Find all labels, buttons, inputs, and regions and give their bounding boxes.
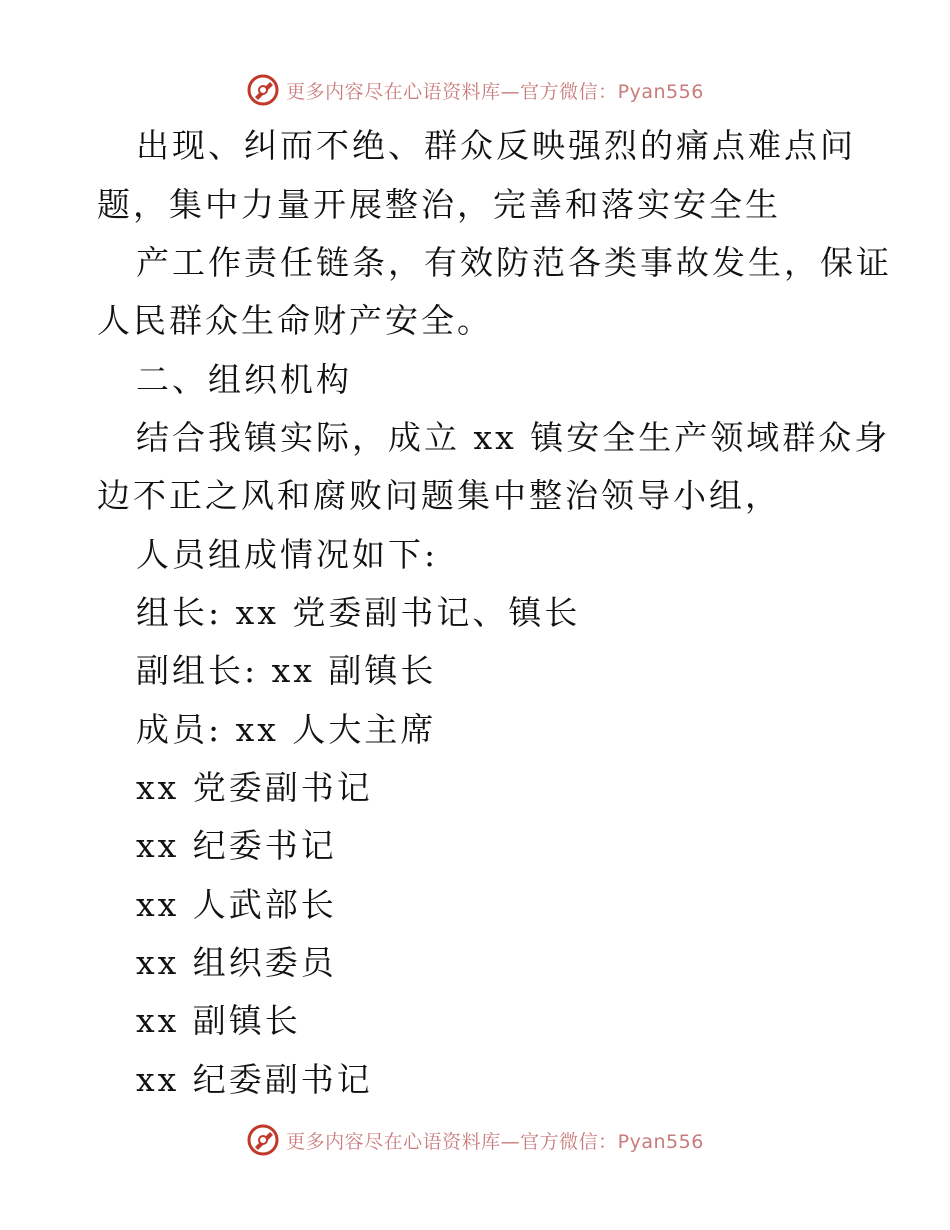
watermark-text: 更多内容尽在心语资料库—官方微信：Pyan556: [286, 80, 704, 103]
member-line: 成员: xx 人大主席: [136, 710, 437, 749]
footer-watermark: [0, 1120, 950, 1160]
paragraph-line: 人员组成情况如下:: [136, 535, 439, 574]
member-line: 副组长: xx 副镇长: [136, 651, 437, 690]
paragraph-line: 产工作责任链条，有效防范各类事故发生，保证: [136, 243, 892, 282]
paragraph-line: 结合我镇实际，成立 xx 镇安全生产领域群众身: [136, 418, 891, 457]
paragraph-line: 题，集中力量开展整治，完善和落实安全生: [97, 185, 781, 224]
header-watermark: [0, 70, 950, 110]
paragraph-line: 边不正之风和腐败问题集中整治领导小组，: [97, 476, 781, 515]
watermark-text: 更多内容尽在心语资料库—官方微信：Pyan556: [286, 1130, 704, 1153]
member-line: xx 纪委副书记: [136, 1060, 373, 1099]
member-line: xx 党委副书记: [136, 768, 373, 807]
logo-icon: [246, 1123, 280, 1157]
member-line: 组长: xx 党委副书记、镇长: [136, 593, 581, 632]
section-heading: 二、组织机构: [136, 360, 352, 399]
logo-icon: [246, 73, 280, 107]
member-line: xx 纪委书记: [136, 826, 337, 865]
member-line: xx 组织委员: [136, 943, 337, 982]
paragraph-line: 人民群众生命财产安全。: [97, 301, 493, 340]
paragraph-line: 出现、纠而不绝、群众反映强烈的痛点难点问: [136, 126, 856, 165]
member-line: xx 人武部长: [136, 885, 337, 924]
member-line: xx 副镇长: [136, 1001, 301, 1040]
